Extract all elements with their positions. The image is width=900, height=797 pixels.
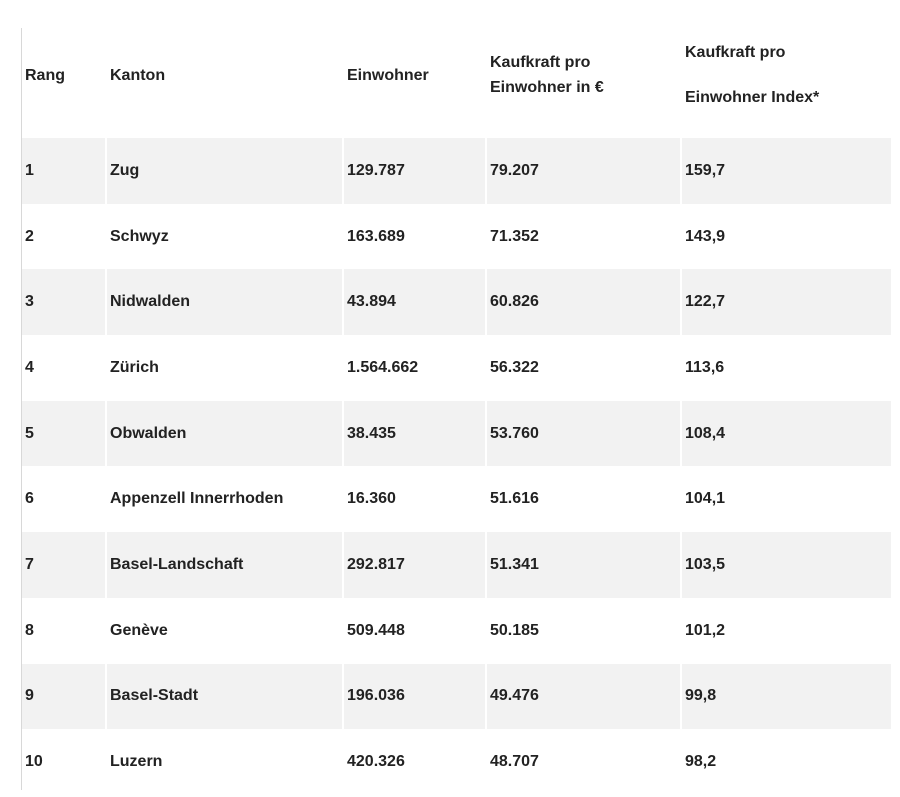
cell-rang: 5 — [22, 401, 105, 467]
cell-index: 98,2 — [680, 729, 891, 795]
cell-kaufkraft: 56.322 — [485, 335, 680, 401]
table-row — [22, 466, 891, 532]
table-row — [22, 729, 891, 795]
header-index-line2: Einwohner Index* — [685, 89, 820, 106]
table-row — [22, 664, 891, 730]
cell-kanton: Zug — [105, 138, 342, 204]
cell-rang: 8 — [25, 621, 34, 639]
cell-einwohner: 420.326 — [342, 729, 485, 795]
header-kanton: Kanton — [105, 12, 342, 138]
cell-kanton: Nidwalden — [105, 269, 342, 335]
cell-index: 159,7 — [680, 138, 891, 204]
cell-rang: 2 — [25, 227, 34, 245]
cell-kanton: Luzern — [105, 729, 342, 795]
header-kaufkraft — [485, 12, 680, 138]
cell-index: 113,6 — [680, 335, 891, 401]
cell-kaufkraft: 71.352 — [485, 204, 680, 270]
cell-einwohner: 43.894 — [342, 269, 485, 335]
cell-kaufkraft: 48.707 — [485, 729, 680, 795]
cell-rang: 10 — [25, 753, 43, 771]
cell-kanton: Appenzell Innerrhoden — [105, 466, 342, 532]
kaufkraft-table — [22, 12, 891, 795]
cell-kaufkraft: 53.760 — [485, 401, 680, 467]
cell-einwohner: 38.435 — [342, 401, 485, 467]
cell-rang: 6 — [25, 490, 34, 508]
header-rang: Rang — [25, 66, 65, 84]
cell-index: 99,8 — [680, 664, 891, 730]
cell-index: 108,4 — [680, 401, 891, 467]
cell-index: 103,5 — [680, 532, 891, 598]
table-row — [22, 532, 891, 598]
cell-kanton: Genève — [105, 598, 342, 664]
cell-kanton: Obwalden — [105, 401, 342, 467]
cell-kanton: Schwyz — [105, 204, 342, 270]
table-header-row — [22, 12, 891, 138]
table-row — [22, 335, 891, 401]
header-kaufkraft-line2: Einwohner in € — [490, 79, 604, 96]
cell-einwohner: 509.448 — [342, 598, 485, 664]
cell-kaufkraft: 51.616 — [485, 466, 680, 532]
cell-kanton: Basel-Stadt — [105, 664, 342, 730]
header-kaufkraft-line1: Kaufkraft pro — [490, 54, 591, 71]
cell-einwohner: 196.036 — [342, 664, 485, 730]
cell-einwohner: 1.564.662 — [342, 335, 485, 401]
cell-index: 122,7 — [680, 269, 891, 335]
cell-kanton: Basel-Landschaft — [105, 532, 342, 598]
cell-rang: 4 — [25, 358, 34, 376]
cell-einwohner: 292.817 — [342, 532, 485, 598]
cell-kaufkraft: 51.341 — [485, 532, 680, 598]
table-row — [22, 401, 891, 467]
cell-rang: 1 — [22, 138, 105, 204]
cell-index: 101,2 — [680, 598, 891, 664]
cell-einwohner: 129.787 — [342, 138, 485, 204]
cell-rang: 9 — [22, 664, 105, 730]
table-row — [22, 138, 891, 204]
cell-rang: 7 — [22, 532, 105, 598]
cell-kaufkraft: 49.476 — [485, 664, 680, 730]
table-row — [22, 204, 891, 270]
cell-kaufkraft: 50.185 — [485, 598, 680, 664]
header-einwohner: Einwohner — [342, 12, 485, 138]
cell-kaufkraft: 79.207 — [485, 138, 680, 204]
cell-index: 104,1 — [680, 466, 891, 532]
header-index-line1: Kaufkraft pro — [685, 44, 786, 61]
cell-kaufkraft: 60.826 — [485, 269, 680, 335]
header-index — [680, 12, 891, 138]
cell-kanton: Zürich — [105, 335, 342, 401]
cell-rang: 3 — [22, 269, 105, 335]
cell-einwohner: 16.360 — [342, 466, 485, 532]
table-body — [22, 138, 891, 795]
cell-einwohner: 163.689 — [342, 204, 485, 270]
table-row — [22, 598, 891, 664]
cell-index: 143,9 — [680, 204, 891, 270]
table-row — [22, 269, 891, 335]
